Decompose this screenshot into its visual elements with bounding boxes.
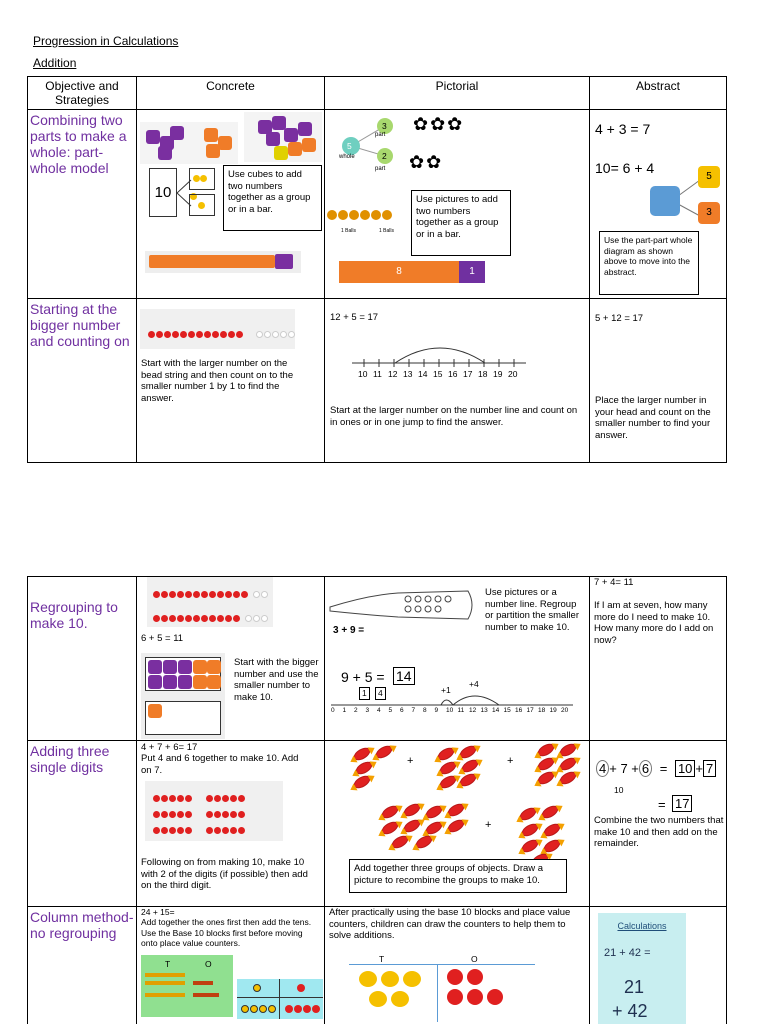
- bracket-ten-label: 10: [614, 785, 624, 795]
- circle-five: 5: [347, 141, 352, 151]
- number-line-ticks: 10 11 12 13 14 15 16 17 18 19 20: [358, 369, 518, 379]
- pictorial-text-regrouping: Use pictures or a number line. Regroup or partition the smaller number to make 10.: [485, 587, 579, 633]
- abstract-text-three-digits: Combine the two numbers that make 10 and then add on the remainder.: [594, 815, 724, 849]
- pictorial-note-part-whole: Use pictures to add two numbers together as a group or in a bar.: [411, 190, 511, 256]
- abstract-regrouping: [590, 577, 727, 741]
- circle-three: 3: [382, 121, 387, 131]
- balls-label-a: 1 Balls: [341, 228, 357, 234]
- concrete-text-regrouping: Start with the bigger number and use the smaller number to make 10.: [234, 657, 319, 703]
- header-abstract: Abstract: [590, 77, 727, 110]
- objective-counting-on: Starting at the bigger number and counting on: [30, 301, 130, 349]
- number-line-ticks-0-20: 0 1 2 3 4 5 6 7 8 9 10 11 12 13 14 15 16 17 18 19 20: [331, 707, 569, 714]
- abstract-eq-regrouping: 7 + 4= 11: [594, 577, 634, 588]
- document-title: Progression in Calculations: [33, 34, 179, 48]
- plus-sign-3: +: [485, 819, 492, 831]
- abstract-text-counting-on: Place the larger number in your head and count on the smaller number to find your answer.: [595, 395, 711, 441]
- part-box-1: [189, 168, 215, 190]
- abstract-text-regrouping: If I am at seven, how many more do I need to make 10. How many more do I add on now?: [594, 600, 714, 646]
- equals-1: =: [659, 761, 668, 776]
- bead-string-regroup-photo: [147, 577, 273, 627]
- ten-frames-photo: [141, 653, 225, 739]
- abstract-column-method: [590, 907, 727, 1024]
- concrete-text-column: Add together the ones first then add the tens. Use the Base 10 blocks first before moving onto place value counters.: [141, 917, 312, 948]
- addition-table-2: [27, 576, 727, 1024]
- ten-frame-hand-sketch: [328, 585, 478, 625]
- part-label-2: part: [375, 166, 386, 172]
- box-seven: 7: [703, 760, 716, 777]
- flowers-group-2: ✿✿: [409, 152, 444, 172]
- pictorial-regrouping: [325, 577, 590, 741]
- part-whole-circles: [335, 116, 405, 178]
- abstract-counting-on: [590, 299, 727, 463]
- balls-label-b: 1 Balls: [379, 228, 395, 234]
- pictorial-eq-3-plus-9: 3 + 9 =: [333, 625, 365, 636]
- header-concrete: Concrete: [137, 77, 325, 110]
- concrete-regrouping: [137, 577, 325, 741]
- section-title: Addition: [33, 56, 77, 70]
- pictorial-counting-on: [325, 299, 590, 463]
- equals-2: =: [658, 797, 666, 812]
- number-line-10-20: [350, 341, 530, 369]
- pictorial-eq-9-plus-5: 9 + 5 =: [341, 669, 385, 685]
- concrete-eq-three-digits: 4 + 7 + 6= 17: [141, 742, 198, 753]
- abstract-eq-three-digits: [596, 761, 716, 776]
- objective-three-digits: Adding three single digits: [30, 743, 110, 775]
- abstract-part-whole: [590, 110, 727, 299]
- concrete-three-digits: [137, 741, 325, 907]
- bead-string-three-photo: [145, 781, 283, 841]
- concrete-line-three-digits: Put 4 and 6 together to make 10. Add on 7.: [141, 753, 299, 776]
- base-ten-place-value-mat: [141, 955, 233, 1017]
- mat-t-label: T: [165, 959, 171, 969]
- abstract-eq-1: 4 + 3 = 7: [595, 121, 651, 137]
- box-answer-17: 17: [672, 795, 692, 812]
- calculations-card-eq: 21 + 42 =: [604, 947, 651, 959]
- calculations-card-title: Calculations: [617, 921, 667, 931]
- cubes-photo-2: [244, 112, 322, 162]
- plus-seven: + 7 +: [609, 761, 639, 776]
- part-label-1: part: [375, 132, 386, 138]
- whole-square: [650, 186, 680, 216]
- split-box-1: 1: [359, 687, 370, 700]
- abstract-note-part-whole: Use the part-part whole diagram as shown above to move into the abstract.: [599, 231, 699, 295]
- concrete-eq-regrouping: 6 + 5 = 11: [141, 633, 184, 644]
- pictorial-column-method: [325, 907, 590, 1024]
- concrete-note-part-whole: Use cubes to add two numbers together as a group or in a bar.: [223, 165, 322, 231]
- whole-label: whole: [339, 154, 355, 160]
- abstract-three-digits: [590, 741, 727, 907]
- calculations-card-n2: + 42: [612, 1001, 648, 1021]
- plus-sign-1: +: [407, 755, 414, 767]
- cubes-photo-1: [140, 122, 238, 164]
- pictorial-t-label: T: [379, 954, 385, 964]
- part-square-three: 3: [698, 202, 720, 224]
- concrete-eq-column: 24 + 15=: [141, 907, 175, 917]
- pictorial-text-column: After practically using the base 10 blocks and place value counters, children can draw the counters to help them to solve additions.: [329, 907, 571, 941]
- circled-4: 4: [596, 760, 609, 777]
- circle-two: 2: [382, 151, 387, 161]
- header-pictorial: Pictorial: [325, 77, 590, 110]
- part-box-2: [189, 194, 215, 216]
- objective-regrouping: Regrouping to make 10.: [30, 599, 118, 631]
- pv-divider-line: [437, 964, 438, 1022]
- part-square-five: 5: [698, 166, 720, 188]
- objective-column-method: Column method- no regrouping: [30, 909, 134, 941]
- plus-2: +: [695, 761, 704, 776]
- header-objective: Objective and Strategies: [28, 77, 137, 110]
- plus-sign-2: +: [507, 755, 514, 767]
- calculations-card: [598, 913, 686, 1024]
- split-box-4: 4: [375, 687, 386, 700]
- addition-table-1: [27, 76, 727, 463]
- bead-string-photo: [140, 309, 295, 349]
- abstract-eq-2: 10= 6 + 4: [595, 160, 655, 176]
- concrete-counting-on: [137, 299, 325, 463]
- pv-header-line: [349, 964, 535, 965]
- pictorial-answer-box: 14: [393, 667, 415, 685]
- flowers-group-1: ✿✿✿: [413, 114, 465, 134]
- concrete-text-three-digits: Following on from making 10, make 10 with 2 of the digits (if possible) then add on the third digit.: [141, 857, 308, 891]
- bar-model-one: 1: [459, 261, 485, 283]
- circled-6: 6: [639, 760, 652, 777]
- concrete-part-whole: [137, 110, 325, 299]
- mat-o-label: O: [205, 959, 212, 969]
- box-ten: 10: [675, 760, 695, 777]
- pictorial-part-whole: [325, 110, 590, 299]
- jump-plus-1: +1: [441, 685, 451, 695]
- jump-plus-4: +4: [469, 679, 479, 689]
- pictorial-three-digits: [325, 741, 590, 907]
- pictorial-o-label: O: [471, 954, 478, 964]
- ten-box: 10: [149, 168, 177, 217]
- concrete-column-method: [137, 907, 325, 1024]
- cube-bar-photo: [145, 251, 301, 273]
- pictorial-eq-counting-on: 12 + 5 = 17: [330, 312, 379, 323]
- calculations-card-n1: 21: [624, 977, 645, 997]
- concrete-text-counting-on: Start with the larger number on the bead string and then count on to the smaller number 1 by 1 to find the answer.: [141, 358, 294, 404]
- place-value-counters-mat: [237, 979, 323, 1019]
- pictorial-note-three-digits: Add together three groups of objects. Draw a picture to recombine the groups to make 10.: [349, 859, 567, 893]
- abstract-eq-counting-on: 5 + 12 = 17: [595, 313, 644, 324]
- bar-model-eight: 8: [339, 261, 459, 283]
- objective-part-whole: Combining two parts to make a whole: part-whole model: [30, 112, 127, 176]
- pictorial-text-counting-on: Start at the larger number on the number line and count on in ones or in one jump to find the answer.: [330, 405, 578, 428]
